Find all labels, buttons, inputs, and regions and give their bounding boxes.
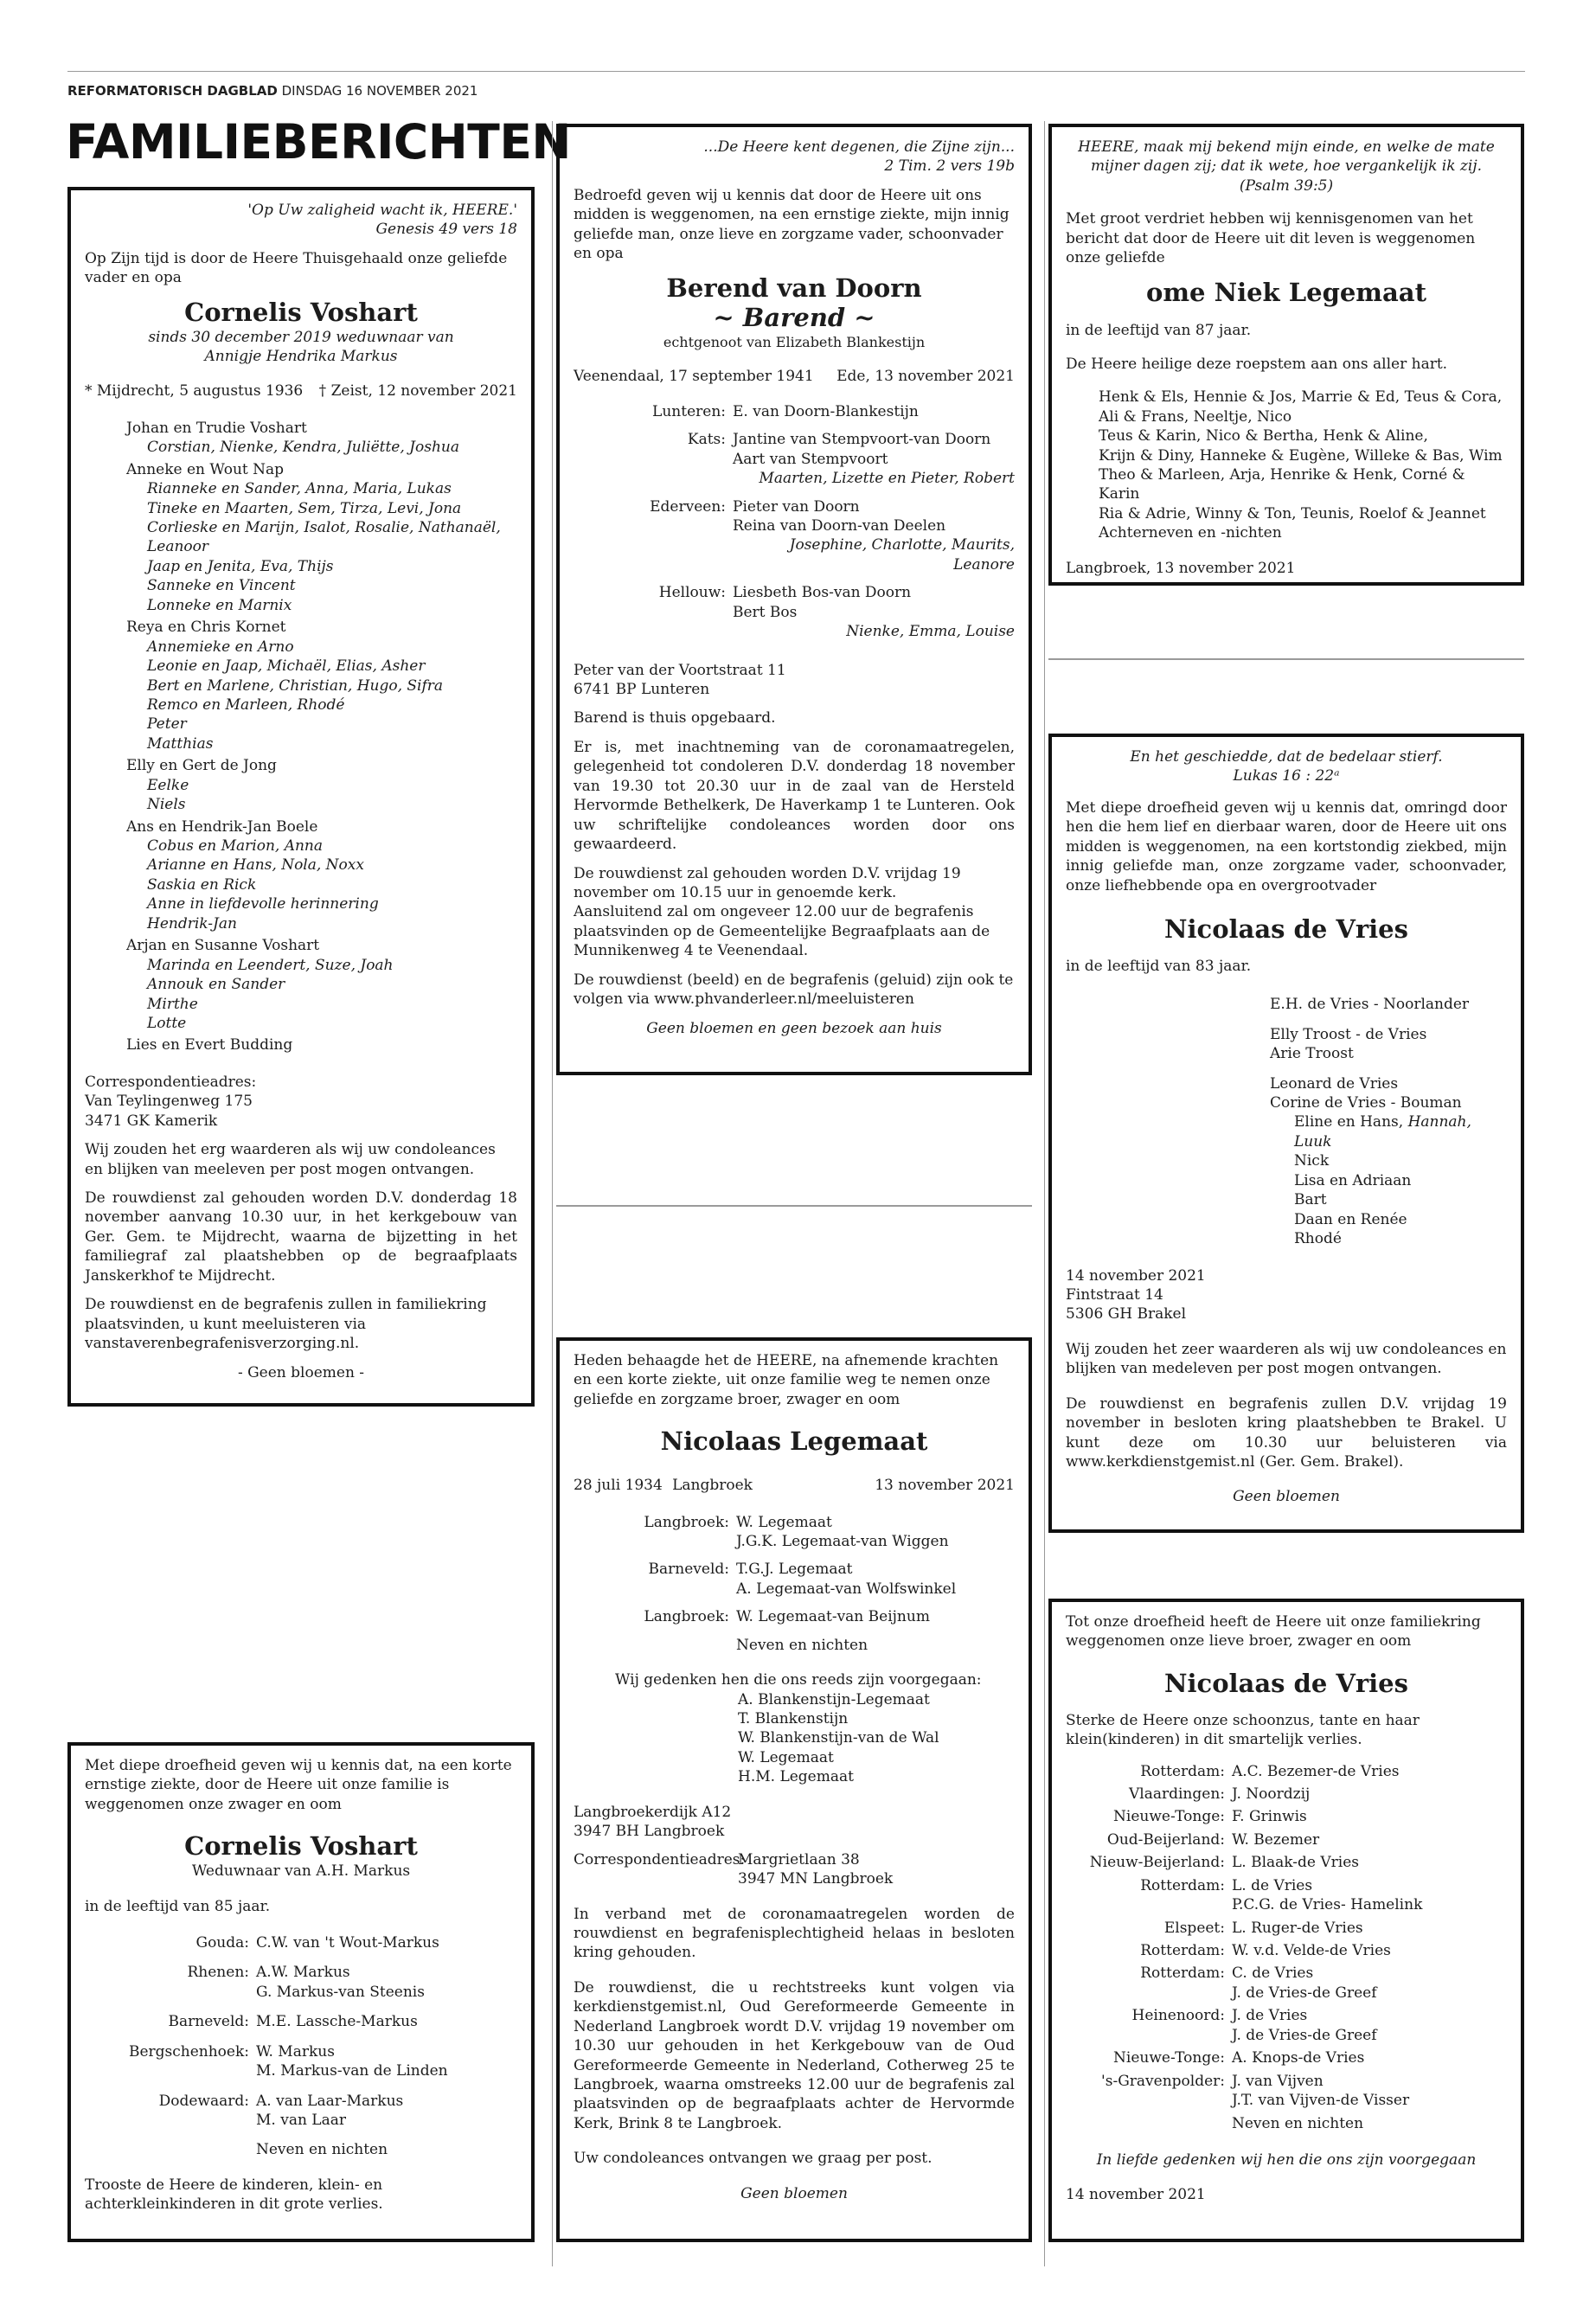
- place-label: Barneveld:: [648, 1561, 729, 1579]
- relative-row: [1066, 1853, 1507, 1872]
- relative-name: E.H. de Vries - Noorlander: [1270, 996, 1470, 1014]
- paragraph: Aansluitend zal om ongeveer 12.00 uur de begrafenis plaatsvinden op de Gemeentelijke Begraafplaats aan de Munnikenweg 4 te Veenendaal.: [574, 903, 990, 960]
- great-grandchildren: Hannah, Luuk: [1294, 1113, 1471, 1150]
- verse-ref: 2 Tim. 2 vers 19b: [884, 157, 1015, 176]
- relative-name: J.G.K. Legemaat-van Wiggen: [736, 1532, 949, 1550]
- paragraph: Barend is thuis opgebaard.: [574, 709, 776, 727]
- place-label: Langbroek:: [644, 1608, 729, 1626]
- relative-row: [1066, 1785, 1507, 1804]
- obituary-nicolaas-de-vries-family: [1048, 734, 1524, 1533]
- birth-line: * Mijdrecht, 5 augustus 1936: [85, 382, 304, 401]
- grandchildren-line: Annemieke en Arno: [147, 638, 294, 656]
- section-title: FAMILIEBERICHTEN: [66, 114, 571, 170]
- grandchildren-line: Rianneke en Sander, Anna, Maria, Lukas: [147, 480, 452, 498]
- death-line: Ede, 13 november 2021: [836, 368, 1015, 386]
- place-label: Nieuwe-Tonge:: [1113, 1808, 1225, 1826]
- address-city: 6741 BP Lunteren: [574, 681, 710, 699]
- family-branch: [85, 817, 517, 934]
- relative-row: [1066, 2048, 1507, 2067]
- relatives-line: Krijn & Diny, Hanneke & Eugène, Willeke & Bas, Wim: [1099, 446, 1503, 465]
- relative-names: [733, 583, 1015, 641]
- verse: En het geschiedde, dat de bedelaar stierf.: [1130, 748, 1443, 766]
- footer-note: Geen bloemen en geen bezoek aan huis: [646, 1019, 942, 1037]
- relative-name: W. Legemaat-van Beijnum: [736, 1608, 930, 1626]
- relative-name: J. de Vries: [1232, 2007, 1308, 2025]
- relative-row: [574, 1513, 1015, 1552]
- relatives-line: Henk & Els, Hennie & Jos, Marrie & Ed, Teus & Cora,: [1099, 388, 1503, 407]
- obituary-nicolaas-legemaat: [556, 1337, 1032, 2242]
- relative-names: [1232, 1964, 1507, 2003]
- family-branch: [85, 460, 517, 616]
- relative-names: [1232, 1762, 1507, 1781]
- relative-name: W. Markus: [256, 2042, 335, 2061]
- relative-name: Leonard de Vries: [1270, 1074, 1399, 1093]
- relative-names: [1232, 2048, 1507, 2067]
- intro: Met diepe droefheid geven wij u kennis dat, omringd door hen die hem lief en dierbaar waren, door de Heere uit ons midden is weggenomen, na een kortstondig ziekbed, mijn innig geliefde man, onze zorgzame vader, schoonvader, onze liefhebbende opa en overgrootvader: [1066, 798, 1507, 894]
- nickname: ~ Barend ~: [713, 303, 875, 333]
- relative-name: M. van Laar: [256, 2112, 346, 2130]
- place-label: Rotterdam:: [1140, 1876, 1225, 1894]
- relative-name: J.T. van Vijven-de Visser: [1232, 2092, 1410, 2110]
- remembered-name: W. Legemaat: [738, 1748, 834, 1766]
- intro: Bedroefd geven wij u kennis dat door de Heere uit ons midden is weggenomen, na een ernstige ziekte, mijn innig geliefde man, onze lieve en zorgzame vader, schoonvader en opa: [574, 186, 1010, 263]
- place-label: Heinenoord:: [1131, 2007, 1225, 2025]
- deceased-name: Cornelis Voshart: [184, 1831, 418, 1862]
- grandchildren-line: Bert en Marlene, Christian, Hugo, Sifra: [147, 676, 444, 695]
- grandchildren-line: Cobus en Marion, Anna: [147, 837, 324, 856]
- relative-names: [733, 497, 1015, 575]
- relative-name: Aart van Stempvoort: [733, 450, 888, 468]
- relative-names: [733, 402, 1015, 421]
- remembrance-line: Wij gedenken hen die ons reeds zijn voorgegaan:: [615, 1671, 982, 1689]
- place-label: Barneveld:: [168, 2013, 249, 2031]
- grandchildren-line: Lonneke en Marnix: [147, 596, 292, 614]
- paragraph: De Heere heilige deze roepstem aan ons aller hart.: [1066, 355, 1448, 373]
- grandchildren-line: Matthias: [147, 734, 214, 753]
- branch-head: Arjan en Susanne Voshart: [126, 937, 320, 955]
- relative-row: [574, 402, 1015, 421]
- relative-names: [736, 1636, 1015, 1655]
- grandchildren-line: Peter: [147, 715, 187, 734]
- relatives-group: [1270, 995, 1507, 1014]
- place: Langbroek: [672, 1477, 753, 1495]
- grandchildren-line: Sanneke en Vincent: [147, 577, 296, 595]
- relatives-line: Ria & Adrie, Winny & Ton, Teunis, Roelof & Jeannet: [1099, 504, 1486, 522]
- divider: [556, 1205, 1032, 1207]
- relative-names: [1232, 1941, 1507, 1960]
- remembered-name: H.M. Legemaat: [738, 1768, 854, 1786]
- death-line: † Zeist, 12 november 2021: [318, 382, 517, 401]
- top-rule: [67, 71, 1525, 72]
- place-label: Langbroek:: [644, 1513, 729, 1531]
- relative-name: Neven en nichten: [256, 2141, 388, 2159]
- paragraph: Uw condoleances ontvangen we graag per post.: [574, 2150, 933, 2168]
- relative-row: [574, 1607, 1015, 1626]
- place-label: Ederveen:: [650, 497, 726, 516]
- relative-name: E. van Doorn-Blankestijn: [733, 402, 919, 420]
- deceased-name: Berend van Doorn: [666, 272, 922, 303]
- relative-name: G. Markus-van Steenis: [256, 1983, 425, 2001]
- place-label: [85, 2140, 249, 2159]
- relative-row: [1066, 1919, 1507, 1938]
- issue-date: DINSDAG 16 NOVEMBER 2021: [281, 83, 478, 99]
- divider: [1048, 658, 1524, 660]
- relatives-list: [574, 402, 1015, 642]
- relative-names: [256, 1963, 517, 2002]
- grandchildren-line: Leonie en Jaap, Michaël, Elias, Asher: [147, 657, 426, 676]
- grandchildren-line: Lotte: [147, 1014, 187, 1032]
- grandchild-name: Daan en Renée: [1294, 1210, 1407, 1228]
- place-label: Rotterdam:: [1140, 1762, 1225, 1780]
- condolence-line: Sterke de Heere onze schoonzus, tante en haar klein(kinderen) in dit smartelijk verlies.: [1066, 1711, 1420, 1749]
- relative-name: A.C. Bezemer-de Vries: [1232, 1762, 1400, 1780]
- relatives-line: Theo & Marleen, Arja, Henrike & Henk, Corné & Karin: [1099, 466, 1465, 503]
- place-label: Rotterdam:: [1140, 1965, 1225, 1983]
- address-street: Fintstraat 14: [1066, 1285, 1163, 1304]
- relative-name: Elly Troost - de Vries: [1270, 1025, 1427, 1043]
- relative-name: Liesbeth Bos-van Doorn: [733, 584, 912, 602]
- obituary-cornelis-voshart-inlaws: [67, 1742, 535, 2242]
- footer-note: Trooste de Heere de kinderen, klein- en achterkleinkinderen in dit grote verlies.: [85, 2176, 383, 2214]
- grandchildren-line: Nienke, Emma, Louise: [846, 623, 1015, 641]
- relative-row: [574, 583, 1015, 641]
- relative-names: [1232, 1853, 1507, 1872]
- verse-ref: Lukas 16 : 22ᵃ: [1233, 767, 1340, 785]
- grandchildren-line: Eelke: [147, 776, 189, 794]
- obituary-berend-van-doorn: [556, 124, 1032, 1075]
- intro: Op Zijn tijd is door de Heere Thuisgehaald onze geliefde vader en opa: [85, 249, 508, 287]
- deceased-name: ome Niek Legemaat: [1146, 277, 1426, 307]
- intro: Tot onze droefheid heeft de Heere uit onze familiekring weggenomen onze lieve broer, zwager en oom: [1066, 1613, 1481, 1650]
- obituary-cornelis-voshart-family: [67, 187, 535, 1407]
- address-city: 3947 BH Langbroek: [574, 1823, 725, 1841]
- relative-names: [736, 1560, 1015, 1599]
- date-line: 14 november 2021: [1066, 2186, 1206, 2204]
- deceased-name: Nicolaas de Vries: [1164, 914, 1408, 945]
- branch-head: Lies en Evert Budding: [126, 1036, 293, 1054]
- branch-head: Reya en Chris Kornet: [126, 619, 286, 637]
- grandchild-line: [1294, 1112, 1507, 1151]
- widower-line: sinds 30 december 2019 weduwnaar van: [148, 328, 454, 346]
- relative-name: Arie Troost: [1270, 1045, 1354, 1063]
- relative-names: [1232, 1830, 1507, 1849]
- relative-name: L. Ruger-de Vries: [1232, 1919, 1363, 1937]
- relative-name: J. Noordzij: [1232, 1785, 1311, 1803]
- relative-name: C. de Vries: [1232, 1965, 1314, 1983]
- grandchildren-line: Anne in liefdevolle herinnering: [147, 895, 379, 913]
- paragraph: Wij zouden het erg waarderen als wij uw condoleances en blijken van meeleven per post mogen ontvangen.: [85, 1141, 496, 1178]
- relative-row: [1066, 1807, 1507, 1826]
- grandchildren-line: Tineke en Maarten, Sem, Tirza, Levi, Jona: [147, 499, 462, 517]
- branch-head: Elly en Gert de Jong: [126, 757, 277, 775]
- age-line: in de leeftijd van 87 jaar.: [1066, 322, 1252, 340]
- intro: Heden behaagde het de HEERE, na afnemende krachten en een korte ziekte, uit onze familie weg te nemen onze geliefde en zorgzame broer, zwager en oom: [574, 1352, 999, 1408]
- relative-name: P.C.G. de Vries- Hamelink: [1232, 1896, 1423, 1914]
- relative-row: [1066, 2072, 1507, 2111]
- relative-name: Reina van Doorn-van Deelen: [733, 516, 946, 535]
- verse: ...De Heere kent degenen, die Zijne zijn...: [703, 138, 1015, 156]
- relative-name: Jantine van Stempvoort-van Doorn: [733, 431, 991, 449]
- relative-row: [85, 2140, 517, 2159]
- relative-names: [1232, 2114, 1507, 2133]
- relatives-list: [85, 1933, 517, 2160]
- paragraph: De rouwdienst zal gehouden worden D.V. donderdag 18 november aanvang 10.30 uur, in het kerkgebouw van Ger. Gem. te Mijdrecht, waarna de bijzetting in het familiegraf zal plaatshebben op de begraafplaats Janskerkhof te Mijdrecht.: [85, 1189, 517, 1285]
- column-divider: [552, 121, 553, 2266]
- grandchildren-list: [1294, 1151, 1507, 1248]
- paragraph: De rouwdienst, die u rechtstreeks kunt volgen via kerkdienstgemist.nl, Oud Gereformeerde Gemeente in Nederland Langbroek wordt D.V. vrijdag 19 november om 10.30 uur gehouden in het Kerkgebouw van de Oud Gereformeerde Gemeente in Nederland, Cotherweg 25 te Langbroek, waarna omstreeks 12.00 uur de begrafenis zal plaatsvinden op de begraafplaats achter de Hervormde Kerk, Brink 8 te Langbroek.: [574, 1978, 1015, 2132]
- relative-name: T.G.J. Legemaat: [736, 1561, 853, 1579]
- address-label: Correspondentieadres:: [85, 1073, 257, 1091]
- grandchild-name: Rhodé: [1294, 1230, 1342, 1248]
- grandchildren-line: Mirthe: [147, 995, 198, 1013]
- footer-note: Geen bloemen: [740, 2184, 848, 2202]
- place-label: [574, 1636, 729, 1655]
- relative-names: [736, 1607, 1015, 1626]
- paragraph: De rouwdienst (beeld) en de begrafenis (geluid) zijn ook te volgen via www.phvanderleer.nl/meeluisteren: [574, 971, 1014, 1009]
- grandchildren-line: Jaap en Jenita, Eva, Thijs: [147, 557, 334, 575]
- verse: HEERE, maak mij bekend mijn einde, en welke de mate mijner dagen zij; dat ik wete, hoe vergankelijk ik zij. (Psalm 39:5): [1078, 138, 1495, 195]
- paragraph: De rouwdienst zal gehouden worden D.V. vrijdag 19 november om 10.15 uur in genoemde kerk.: [574, 864, 961, 901]
- relative-names: [1232, 1807, 1507, 1826]
- grandchildren-line: Annouk en Sander: [147, 976, 285, 994]
- relative-names: [256, 2140, 517, 2159]
- relative-names: [1232, 1876, 1507, 1915]
- place-label: Gouda:: [195, 1933, 249, 1952]
- paragraph: Er is, met inachtneming van de coronamaatregelen, gelegenheid tot condoleren D.V. donderdag 18 november van 19.30 tot 20.30 uur in de zaal van de Hersteld Hervormde Bethelkerk, De Haverkamp 1 te Lunteren. Ook uw schriftelijke condoleances worden door ons gewaardeerd.: [574, 738, 1015, 854]
- relative-name: Neven en nichten: [1232, 2114, 1364, 2132]
- place-label: Nieuw-Beijerland:: [1089, 1854, 1225, 1872]
- relative-names: [1232, 1785, 1507, 1804]
- place-label: 's-Gravenpolder:: [1101, 2072, 1225, 2090]
- relatives-list: [574, 1513, 1015, 1656]
- relatives-group: [1270, 1074, 1507, 1113]
- relatives-list: [1066, 388, 1507, 543]
- column-divider: [1044, 121, 1045, 2266]
- family-branch: [85, 1035, 517, 1054]
- relative-names: [1232, 2006, 1507, 2045]
- relative-name: L. Blaak-de Vries: [1232, 1854, 1360, 1872]
- deceased-name: Nicolaas Legemaat: [660, 1426, 928, 1457]
- footer-note: Langbroek, 13 november 2021: [1066, 559, 1296, 577]
- relative-names: [256, 1933, 517, 1952]
- place-label: Lunteren:: [652, 402, 726, 420]
- relative-row: [85, 2042, 517, 2081]
- family-list: [85, 419, 517, 1055]
- remembered-name: T. Blankenstijn: [738, 1710, 849, 1728]
- place-label: Kats:: [687, 431, 726, 449]
- relative-name: W. v.d. Velde-de Vries: [1232, 1942, 1391, 1960]
- relative-row: [1066, 1941, 1507, 1960]
- relative-row: [574, 1636, 1015, 1655]
- relative-name: Pieter van Doorn: [733, 497, 860, 516]
- place-label: Rhenen:: [187, 1964, 249, 1982]
- spouse-line: echtgenoot van Elizabeth Blankestijn: [663, 334, 926, 351]
- death-date: 13 november 2021: [875, 1477, 1015, 1495]
- corr-label: Correspondentieadres:: [574, 1850, 746, 1868]
- address-street: Peter van der Voortstraat 11: [574, 661, 786, 679]
- date-line: 14 november 2021: [1066, 1266, 1206, 1285]
- paragraph: De rouwdienst en de begrafenis zullen in familiekring plaatsvinden, u kunt meeluisteren via vanstaverenbegrafenisverzorging.nl.: [85, 1296, 487, 1353]
- grandchildren-line: Corlieske en Marijn, Isalot, Rosalie, Nathanaël, Leanoor: [147, 519, 501, 556]
- branch-head: Ans en Hendrik-Jan Boele: [126, 817, 318, 836]
- family-branch: [85, 936, 517, 1033]
- paragraph: In verband met de coronamaatregelen worden de rouwdienst en begrafenisplechtigheid helaas in besloten kring gehouden.: [574, 1905, 1015, 1962]
- relative-name: W. Bezemer: [1232, 1830, 1320, 1849]
- relative-row: [1066, 1964, 1507, 2003]
- relative-name: A.W. Markus: [256, 1964, 350, 1982]
- relative-name: Bert Bos: [733, 603, 798, 621]
- remembered-list: [574, 1690, 1015, 1787]
- birth-line: Veenendaal, 17 september 1941: [574, 368, 814, 386]
- age-line: in de leeftijd van 85 jaar.: [85, 1897, 271, 1915]
- relative-names: [256, 2092, 517, 2131]
- grandchild-name: Eline en Hans,: [1294, 1113, 1408, 1131]
- relative-name: J. de Vries-de Greef: [1232, 2026, 1377, 2044]
- intro: Met diepe droefheid geven wij u kennis dat, na een korte ernstige ziekte, door de Heere uit onze familie is weggenomen onze zwager en oom: [85, 1757, 512, 1813]
- relative-name: J. van Vijven: [1232, 2072, 1324, 2090]
- age-line: in de leeftijd van 83 jaar.: [1066, 957, 1252, 975]
- grandchild-name: Bart: [1294, 1191, 1327, 1209]
- place-label: Vlaardingen:: [1129, 1785, 1225, 1803]
- relative-name: A. Knops-de Vries: [1232, 2049, 1365, 2067]
- relative-name: W. Legemaat: [736, 1513, 832, 1531]
- grandchildren-line: Josephine, Charlotte, Maurits, Leanore: [789, 536, 1015, 574]
- grandchildren-line: Marinda en Leendert, Suze, Joah: [147, 956, 394, 974]
- grandchildren-line: Saskia en Rick: [147, 875, 257, 894]
- branch-head: Anneke en Wout Nap: [126, 460, 285, 478]
- place-label: Nieuwe-Tonge:: [1113, 2049, 1225, 2067]
- relative-row: [85, 2012, 517, 2031]
- relatives-line: Ali & Frans, Neeltje, Nico: [1099, 407, 1292, 426]
- relative-row: [1066, 2114, 1507, 2133]
- grandchild-name: Nick: [1294, 1152, 1330, 1170]
- relatives-line: Achterneven en -nichten: [1099, 524, 1282, 542]
- relative-names: [733, 430, 1015, 488]
- place-label: Hellouw:: [658, 584, 726, 602]
- deceased-name: Nicolaas de Vries: [1164, 1668, 1408, 1698]
- family-branch: [85, 419, 517, 458]
- relatives-line: Teus & Karin, Nico & Bertha, Henk & Aline,: [1099, 427, 1428, 445]
- relative-names: [256, 2012, 517, 2031]
- obituary-ome-niek-legemaat: [1048, 124, 1524, 586]
- relative-name: M.E. Lassche-Markus: [256, 2013, 418, 2031]
- place-label: Bergschenhoek:: [128, 2042, 249, 2061]
- corr-city: 3947 MN Langbroek: [738, 1870, 894, 1888]
- paragraph: De rouwdienst en begrafenis zullen D.V. vrijdag 19 november in besloten kring plaatshebben te Brakel. U kunt deze om 10.30 uur beluisteren via www.kerkdienstgemist.nl (Ger. Gem. Brakel).: [1066, 1394, 1507, 1471]
- relative-row: [1066, 1876, 1507, 1915]
- relative-name: Neven en nichten: [736, 1636, 869, 1654]
- place-label: Oud-Beijerland:: [1106, 1830, 1225, 1849]
- birth-date: 28 juli 1934: [574, 1477, 663, 1495]
- grandchildren-line: Arianne en Hans, Nola, Noxx: [147, 856, 364, 875]
- footer-note: Geen bloemen: [1233, 1488, 1340, 1506]
- relative-name: J. de Vries-de Greef: [1232, 1984, 1377, 2002]
- grandchildren-line: Hendrik-Jan: [147, 914, 237, 933]
- grandchildren-line: Corstian, Nienke, Kendra, Juliëtte, Joshua: [147, 439, 459, 457]
- address-street: Langbroekerdijk A12: [574, 1803, 732, 1821]
- obituary-nicolaas-de-vries-inlaws: [1048, 1599, 1524, 2242]
- address-city: 5306 GH Brakel: [1066, 1305, 1187, 1324]
- relative-row: [85, 1963, 517, 2002]
- relative-row: [1066, 1830, 1507, 1849]
- family-branch: [85, 756, 517, 814]
- intro: Met groot verdriet hebben wij kennisgenomen van het bericht dat door de Heere uit dit leven is weggenomen onze geliefde: [1066, 210, 1476, 267]
- paper-name: REFORMATORISCH DAGBLAD: [67, 83, 278, 99]
- relative-row: [85, 2092, 517, 2131]
- relative-name: Corine de Vries - Bouman: [1270, 1094, 1462, 1112]
- relative-row: [85, 1933, 517, 1952]
- relative-names: [1232, 1919, 1507, 1938]
- place-label: Rotterdam:: [1140, 1942, 1225, 1960]
- address-street: Van Teylingenweg 175: [85, 1093, 253, 1111]
- relative-name: C.W. van 't Wout-Markus: [256, 1933, 439, 1952]
- verse-ref: Genesis 49 vers 18: [375, 221, 517, 239]
- address-city: 3471 GK Kamerik: [85, 1112, 218, 1130]
- relative-row: [574, 1560, 1015, 1599]
- relatives-group: [1270, 1025, 1507, 1064]
- place-label: Elspeet:: [1163, 1919, 1225, 1937]
- place-label: [1066, 2114, 1225, 2133]
- relative-name: M. Markus-van de Linden: [256, 2062, 448, 2080]
- corr-street: Margrietlaan 38: [738, 1850, 860, 1868]
- remembered-name: A. Blankenstijn-Legemaat: [738, 1690, 930, 1708]
- footer-note: - Geen bloemen -: [237, 1363, 365, 1381]
- grandchildren-line: Remco en Marleen, Rhodé: [147, 695, 345, 714]
- deceased-name: Cornelis Voshart: [184, 297, 418, 327]
- relative-row: [1066, 2006, 1507, 2045]
- relative-names: [256, 2042, 517, 2081]
- relative-name: A. Legemaat-van Wolfswinkel: [736, 1580, 957, 1598]
- grandchildren-line: Maarten, Lizette en Pieter, Robert: [759, 470, 1015, 488]
- relative-name: F. Grinwis: [1232, 1808, 1307, 1826]
- relative-row: [574, 497, 1015, 575]
- relative-name: A. van Laar-Markus: [256, 2092, 404, 2110]
- paragraph: Wij zouden het zeer waarderen als wij uw condoleances en blijken van medeleven per post mogen ontvangen.: [1066, 1340, 1507, 1378]
- relative-name: L. de Vries: [1232, 1876, 1313, 1894]
- grandchildren-line: Niels: [147, 796, 186, 814]
- relative-row: [574, 430, 1015, 488]
- relative-row: [1066, 1762, 1507, 1781]
- page-header: [67, 83, 478, 100]
- widower-line: Weduwnaar van A.H. Markus: [191, 1862, 411, 1881]
- place-label: Dodewaard:: [158, 2092, 249, 2110]
- remembrance-line: In liefde gedenken wij hen die ons zijn voorgegaan: [1096, 2150, 1477, 2169]
- relative-names: [1232, 2072, 1507, 2111]
- relatives-list: [1066, 1762, 1507, 2133]
- verse: 'Op Uw zaligheid wacht ik, HEERE.': [247, 202, 517, 219]
- relative-names: [736, 1513, 1015, 1552]
- branch-head: Johan en Trudie Voshart: [126, 419, 307, 437]
- spouse-name: Annigje Hendrika Markus: [204, 347, 398, 365]
- grandchild-name: Lisa en Adriaan: [1294, 1171, 1412, 1189]
- family-branch: [85, 618, 517, 753]
- remembered-name: W. Blankenstijn-van de Wal: [738, 1729, 939, 1747]
